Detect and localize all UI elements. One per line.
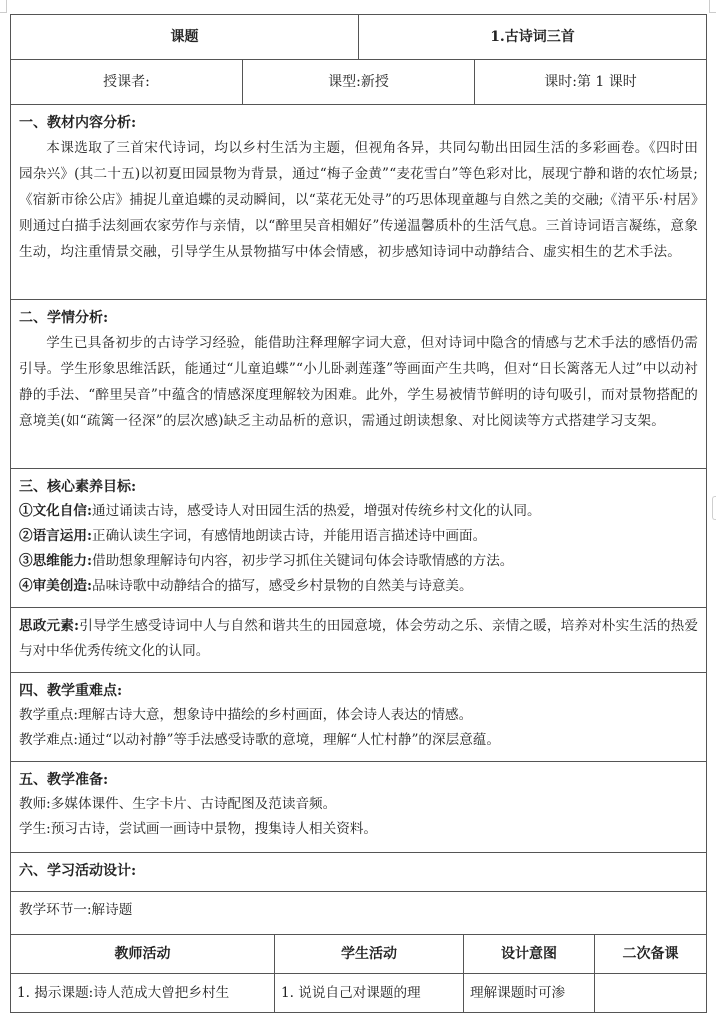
lesson-plan-table [10, 14, 707, 935]
student-activity-cell: 1. 说说自己对课题的理 [275, 974, 464, 1013]
page-corner-mark-right [709, 0, 716, 13]
section-title: 一、教材内容分析: [19, 115, 137, 131]
goal-lead: ②语言运用: [19, 528, 92, 544]
section-material [11, 105, 707, 300]
ideology-body: 引导学生感受诗词中人与自然和谐共生的田园意境，体会劳动之乐、亲情之暖，培养对朴实生活的热爱与对中华优秀传统文化的认同。 [19, 618, 698, 659]
teacher-activity-cell: 1. 揭示课题:诗人范成大曾把乡村生 [11, 974, 275, 1013]
goal-item [19, 574, 698, 599]
preparation-item: 学生:预习古诗，尝试画一画诗中景物，搜集诗人相关资料。 [19, 821, 378, 837]
design-intent-cell: 理解课题时可渗 [464, 974, 595, 1013]
section-text: 本课选取了三首宋代诗词，均以乡村生活为主题，但视角各异，共同勾勒出田园生活的多彩画卷。《四时田园杂兴》(其二十五)以初夏田园景物为背景，通过“梅子金黄”“麦花雪白”等色彩对比，展现宁静和谐的农忙场景;《宿新市徐公店》捕捉儿童追蝶的灵动瞬间，以“菜花无处寻”的巧思体现童趣与自然之美的交融;《清平乐·村居》则通过白描手法刻画农家劳作与亲情，以“醉里吴音相媚好”传递温馨质朴的生活气息。三首诗词语言凝练，意象生动，均注重情景交融，引导学生从景物描写中体会情感，初步感知诗词中动静结合、虚实相生的艺术手法。 [19, 140, 698, 260]
goal-lead: ④审美创造: [19, 578, 92, 594]
teacher-field: 授课者: [11, 60, 243, 105]
ideology-text [19, 614, 698, 664]
column-header-revision: 二次备课 [595, 935, 707, 974]
section-text: 学生已具备初步的古诗学习经验，能借助注释理解字词大意，但对诗词中隐含的情感与艺术手法的感悟仍需引导。学生形象思维活跃，能通过“儿童追蝶”“小儿卧剥莲蓬”等画面产生共鸣，但对“日长篱落无人过”中以动衬静的手法、“醉里吴音”中蕴含的情感深度理解较为困难。此外，学生易被情节鲜明的诗句吸引，而对景物搭配的意境美(如“疏篱一径深”的层次感)缺乏主动品析的意识，需通过朗读想象、对比阅读等方式搭建学习支架。 [19, 335, 698, 429]
side-scroll-handle[interactable] [712, 496, 716, 520]
revision-cell [595, 974, 707, 1013]
lesson-type-field: 课型:新授 [243, 60, 475, 105]
section-key-points [11, 673, 707, 762]
goal-text: 借助想象理解诗句内容，初步学习抓住关键词句体会诗歌情感的方法。 [92, 553, 514, 569]
table-row [11, 974, 707, 1013]
activity-header-row [11, 935, 707, 974]
activity-table [10, 935, 707, 1013]
column-header-student: 学生活动 [275, 935, 464, 974]
lesson-plan-document [10, 14, 706, 1013]
section-activities-title [11, 853, 707, 892]
lesson-period-field: 课时:第 1 课时 [475, 60, 707, 105]
section-ideology [11, 608, 707, 673]
section-title: 二、学情分析: [19, 310, 109, 326]
page-corner-mark-left [0, 0, 7, 13]
goal-item [19, 499, 698, 524]
section-goals [11, 469, 707, 608]
goal-item [19, 549, 698, 574]
goal-text: 通过诵读古诗，感受诗人对田园生活的热爱，增强对传统乡村文化的认同。 [92, 503, 541, 519]
topic-label: 课题 [11, 15, 359, 60]
goal-item [19, 524, 698, 549]
section-title: 四、教学重难点: [19, 683, 123, 699]
section-title: 五、教学准备: [19, 772, 109, 788]
topic-value: 1.古诗词三首 [359, 15, 707, 60]
section-preparation [11, 762, 707, 853]
teaching-segment-row [11, 892, 707, 935]
goal-text: 品味诗歌中动静结合的描写，感受乡村景物的自然美与诗意美。 [92, 578, 473, 594]
goal-text: 正确认读生字词，有感情地朗读古诗，并能用语言描述诗中画面。 [92, 528, 487, 544]
teaching-segment: 教学环节一:解诗题 [11, 892, 707, 935]
key-point-item: 教学重点:理解古诗大意，想象诗中描绘的乡村画面，体会诗人表达的情感。 [19, 707, 473, 723]
preparation-item: 教师:多媒体课件、生字卡片、古诗配图及范读音频。 [19, 796, 337, 812]
topic-row [11, 15, 707, 60]
section-title: 三、核心素养目标: [19, 479, 137, 495]
meta-row [11, 60, 707, 105]
section-students [11, 300, 707, 469]
ideology-lead: 思政元素: [19, 618, 80, 634]
column-header-intent: 设计意图 [464, 935, 595, 974]
key-point-item: 教学难点:通过“以动衬静”等手法感受诗歌的意境，理解“人忙村静”的深层意蕴。 [19, 732, 500, 748]
goal-lead: ①文化自信: [19, 503, 92, 519]
column-header-teacher: 教师活动 [11, 935, 275, 974]
section-title: 六、学习活动设计: [19, 863, 137, 879]
goal-lead: ③思维能力: [19, 553, 92, 569]
